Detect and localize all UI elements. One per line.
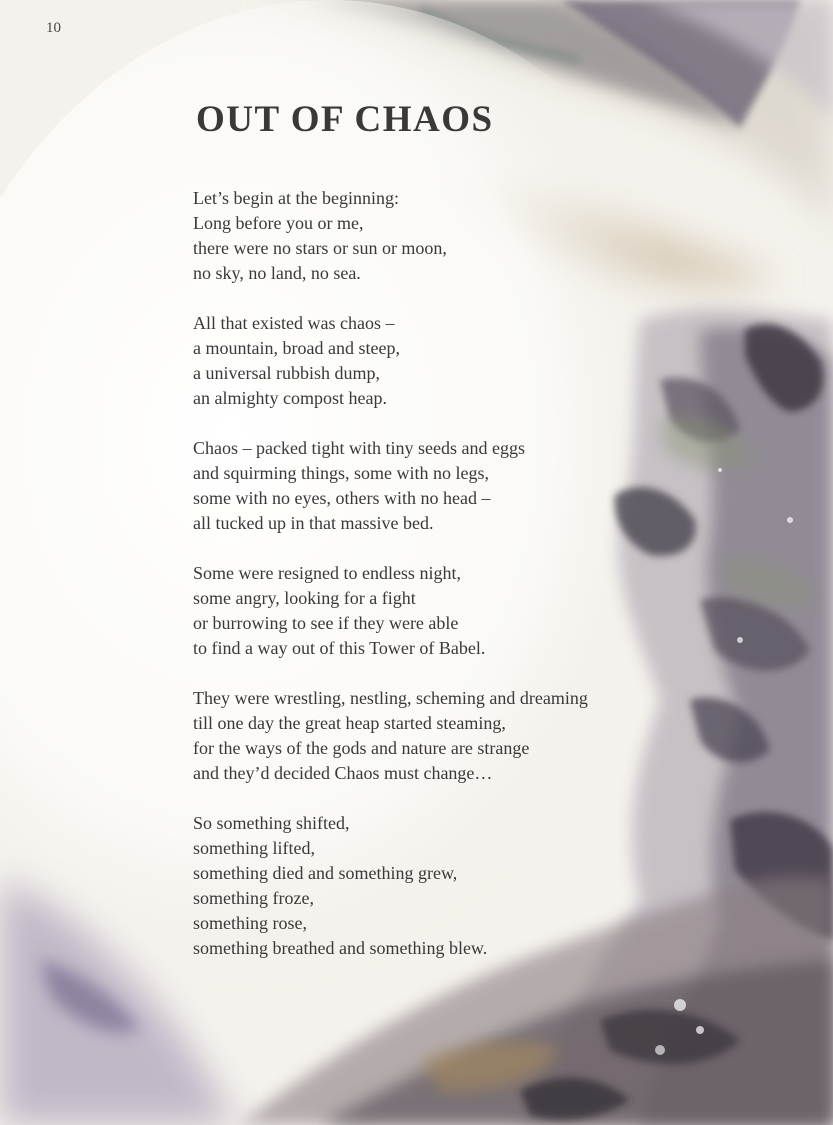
poem-line: All that existed was chaos –	[193, 313, 395, 333]
poem-line: no sky, no land, no sea.	[193, 263, 361, 283]
poem-line: there were no stars or sun or moon,	[193, 238, 447, 258]
stanza	[193, 186, 653, 286]
poem-line: and squirming things, some with no legs,	[193, 463, 489, 483]
poem-line: They were wrestling, nestling, scheming and dreaming	[193, 688, 588, 708]
poem-title: OUT OF CHAOS	[196, 99, 494, 140]
stanza	[193, 686, 653, 786]
stanza	[193, 561, 653, 661]
poem-line: So something shifted,	[193, 813, 350, 833]
poem-line: something rose,	[193, 913, 307, 933]
poem-line: and they’d decided Chaos must change…	[193, 763, 493, 783]
poem-line: something died and something grew,	[193, 863, 458, 883]
poem-line: an almighty compost heap.	[193, 388, 387, 408]
poem-line: some angry, looking for a fight	[193, 588, 416, 608]
poem-line: some with no eyes, others with no head –	[193, 488, 491, 508]
poem-line: a universal rubbish dump,	[193, 363, 380, 383]
poem-line: something froze,	[193, 888, 314, 908]
poem-line: something breathed and something blew.	[193, 938, 488, 958]
stanza	[193, 811, 653, 961]
poem-line: something lifted,	[193, 838, 315, 858]
poem-line: all tucked up in that massive bed.	[193, 513, 434, 533]
poem-line: a mountain, broad and steep,	[193, 338, 400, 358]
poem-line: Let’s begin at the beginning:	[193, 188, 399, 208]
poem-line: or burrowing to see if they were able	[193, 613, 459, 633]
poem-body	[193, 186, 653, 986]
poem-line: Some were resigned to endless night,	[193, 563, 461, 583]
poem-line: to find a way out of this Tower of Babel.	[193, 638, 486, 658]
page-number: 10	[46, 20, 61, 36]
poem-line: Long before you or me,	[193, 213, 364, 233]
poem-line: till one day the great heap started steaming,	[193, 713, 506, 733]
stanza	[193, 311, 653, 411]
stanza	[193, 436, 653, 536]
poem-line: Chaos – packed tight with tiny seeds and eggs	[193, 438, 525, 458]
poem-line: for the ways of the gods and nature are strange	[193, 738, 530, 758]
